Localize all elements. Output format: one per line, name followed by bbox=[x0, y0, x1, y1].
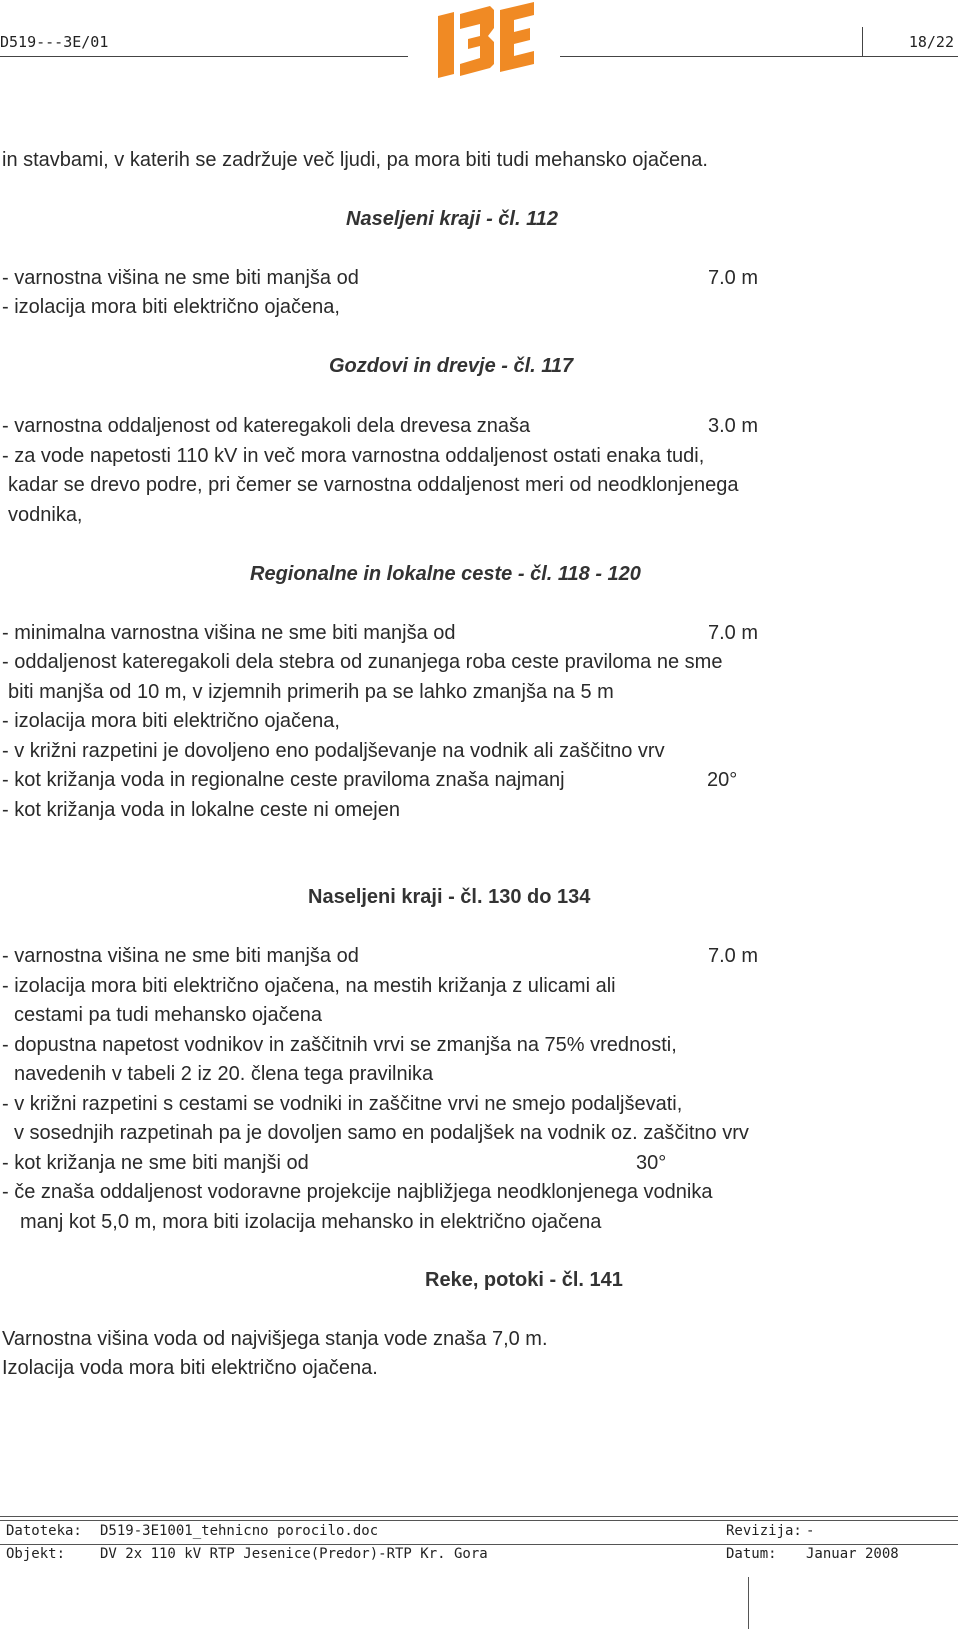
s2-line-2: - za vode napetosti 110 kV in več mora varnostna oddaljenost ostati enaka tudi, bbox=[2, 445, 705, 467]
s2-line-4: vodnika, bbox=[8, 504, 83, 526]
s2-line-3: kadar se drevo podre, pri čemer se varnostna oddaljenost meri od neodklonjenega bbox=[8, 474, 739, 496]
s3-value-6: 20° bbox=[707, 769, 738, 791]
s4-line-2: - izolacija mora biti električno ojačena, na mestih križanja z ulicami ali bbox=[2, 975, 616, 997]
footer-datoteka-value: D519-3E1001_tehnicno porocilo.doc bbox=[100, 1523, 379, 1539]
footer-revizija-label: Revizija: bbox=[726, 1523, 802, 1539]
s4-line-10: manj kot 5,0 m, mora biti izolacija mehansko in električno ojačena bbox=[20, 1211, 602, 1233]
s2-line-1: - varnostna oddaljenost od kateregakoli dela drevesa znaša bbox=[2, 415, 531, 437]
header-separator bbox=[862, 27, 863, 57]
s4-value-8: 30° bbox=[636, 1152, 667, 1174]
s1-line-2: - izolacija mora biti električno ojačena, bbox=[2, 296, 340, 318]
s3-line-5: - v križni razpetini je dovoljeno eno podaljševanje na vodnik ali zaščitno vrv bbox=[2, 740, 665, 762]
doc-code: D519---3E/01 bbox=[0, 33, 109, 51]
s5-line-1: Varnostna višina voda od najvišjega stanja vode znaša 7,0 m. bbox=[2, 1328, 548, 1350]
footer-revizija-value: - bbox=[806, 1523, 815, 1539]
footer-datoteka-label: Datoteka: bbox=[6, 1523, 82, 1539]
s1-value-1: 7.0 m bbox=[708, 267, 759, 289]
s3-line-4: - izolacija mora biti električno ojačena, bbox=[2, 710, 340, 732]
s4-line-5: navedenih v tabeli 2 iz 20. člena tega pravilnika bbox=[14, 1063, 434, 1085]
s3-line-3: biti manjša od 10 m, v izjemnih primerih pa se lahko zmanjša na 5 m bbox=[8, 681, 614, 703]
page-number: 18/22 bbox=[908, 33, 954, 51]
footer-objekt-label: Objekt: bbox=[6, 1546, 66, 1562]
footer-rule-top-2 bbox=[0, 1520, 958, 1521]
header-rule-right bbox=[560, 56, 958, 57]
s4-line-6: - v križni razpetini s cestami se vodniki in zaščitne vrvi ne smejo podaljševati, bbox=[2, 1093, 683, 1115]
s3-line-6: - kot križanja voda in regionalne ceste praviloma znaša najmanj bbox=[2, 769, 565, 791]
section-title-gozdovi-117: Gozdovi in drevje - čl. 117 bbox=[329, 355, 574, 377]
section-title-naseljeni-130: Naseljeni kraji - čl. 130 do 134 bbox=[308, 886, 591, 908]
s3-line-7: - kot križanja voda in lokalne ceste ni omejen bbox=[2, 799, 400, 821]
s3-value-1: 7.0 m bbox=[708, 622, 759, 644]
footer-objekt-value: DV 2x 110 kV RTP Jesenice(Predor)-RTP Kr. Gora bbox=[100, 1546, 488, 1562]
footer-separator bbox=[748, 1577, 749, 1629]
s3-line-2: - oddaljenost kateregakoli dela stebra od zunanjega roba ceste praviloma ne sme bbox=[2, 651, 723, 673]
s3-line-1: - minimalna varnostna višina ne sme biti manjša od bbox=[2, 622, 456, 644]
s1-line-1: - varnostna višina ne sme biti manjša od bbox=[2, 267, 359, 289]
footer-rule-top bbox=[0, 1516, 958, 1517]
s4-line-8: - kot križanja ne sme biti manjši od bbox=[2, 1152, 309, 1174]
s4-line-4: - dopustna napetost vodnikov in zaščitnih vrvi se zmanjša na 75% vrednosti, bbox=[2, 1034, 677, 1056]
s4-line-3: cestami pa tudi mehansko ojačena bbox=[14, 1004, 322, 1026]
s4-line-9: - če znaša oddaljenost vodoravne projekcije najbližjega neodklonjenega vodnika bbox=[2, 1181, 713, 1203]
s5-line-2: Izolacija voda mora biti električno ojačena. bbox=[2, 1357, 378, 1379]
footer-datum-value: Januar 2008 bbox=[806, 1546, 899, 1562]
intro-line: in stavbami, v katerih se zadržuje več ljudi, pa mora biti tudi mehansko ojačena. bbox=[2, 149, 708, 171]
header-rule-left bbox=[0, 56, 408, 57]
section-title-reke-141: Reke, potoki - čl. 141 bbox=[425, 1269, 623, 1291]
section-title-ceste-118: Regionalne in lokalne ceste - čl. 118 - 120 bbox=[250, 563, 641, 585]
s4-line-1: - varnostna višina ne sme biti manjša od bbox=[2, 945, 359, 967]
ibe-logo-icon bbox=[432, 2, 538, 80]
s4-line-7: v sosednjih razpetinah pa je dovoljen samo en podaljšek na vodnik oz. zaščitno vrv bbox=[14, 1122, 749, 1144]
s2-value-1: 3.0 m bbox=[708, 415, 759, 437]
footer-datum-label: Datum: bbox=[726, 1546, 777, 1562]
section-title-naseljeni-112: Naseljeni kraji - čl. 112 bbox=[346, 208, 558, 230]
s4-value-1: 7.0 m bbox=[708, 945, 759, 967]
footer-rule-mid bbox=[0, 1544, 958, 1545]
